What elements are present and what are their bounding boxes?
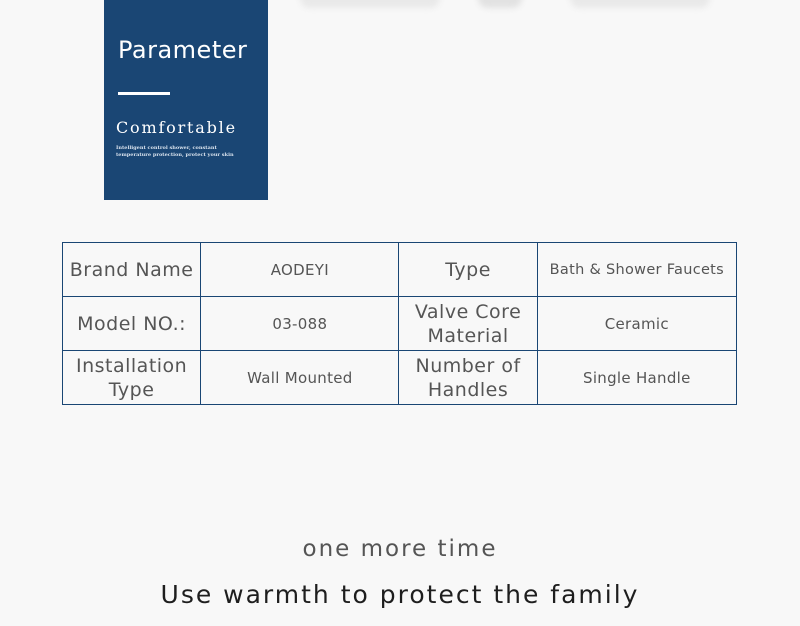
background-blur-shape <box>300 0 440 8</box>
parameter-title: Parameter <box>118 36 248 64</box>
spec-label-valve-core-material: Valve Core Material <box>399 297 537 351</box>
spec-value-brand-name: AODEYI <box>201 243 399 297</box>
title-underline <box>118 92 170 95</box>
spec-label-installation-type: Installation Type <box>63 351 201 405</box>
parameter-header-card <box>104 0 268 200</box>
background-blur-shape <box>478 0 522 8</box>
spec-label-brand-name: Brand Name <box>63 243 201 297</box>
table-row <box>63 297 737 351</box>
spec-label-number-of-handles: Number of Handles <box>399 351 537 405</box>
background-blur-shape <box>570 0 710 8</box>
spec-value-installation-type: Wall Mounted <box>201 351 399 405</box>
spec-label-type: Type <box>399 243 537 297</box>
spec-value-valve-core-material: Ceramic <box>537 297 736 351</box>
spec-label-model-no: Model NO.: <box>63 297 201 351</box>
spec-value-number-of-handles: Single Handle <box>537 351 736 405</box>
specification-table <box>62 242 737 405</box>
table-row <box>63 351 737 405</box>
tagline-primary: Use warmth to protect the family <box>160 580 640 609</box>
parameter-description: Intelligent control shower, constant temperature protection, protect your skin <box>116 145 234 158</box>
spec-value-model-no: 03-088 <box>201 297 399 351</box>
parameter-subtitle: Comfortable <box>116 118 237 137</box>
spec-value-type: Bath & Shower Faucets <box>537 243 736 297</box>
tagline-secondary: one more time <box>302 536 498 562</box>
table-row <box>63 243 737 297</box>
